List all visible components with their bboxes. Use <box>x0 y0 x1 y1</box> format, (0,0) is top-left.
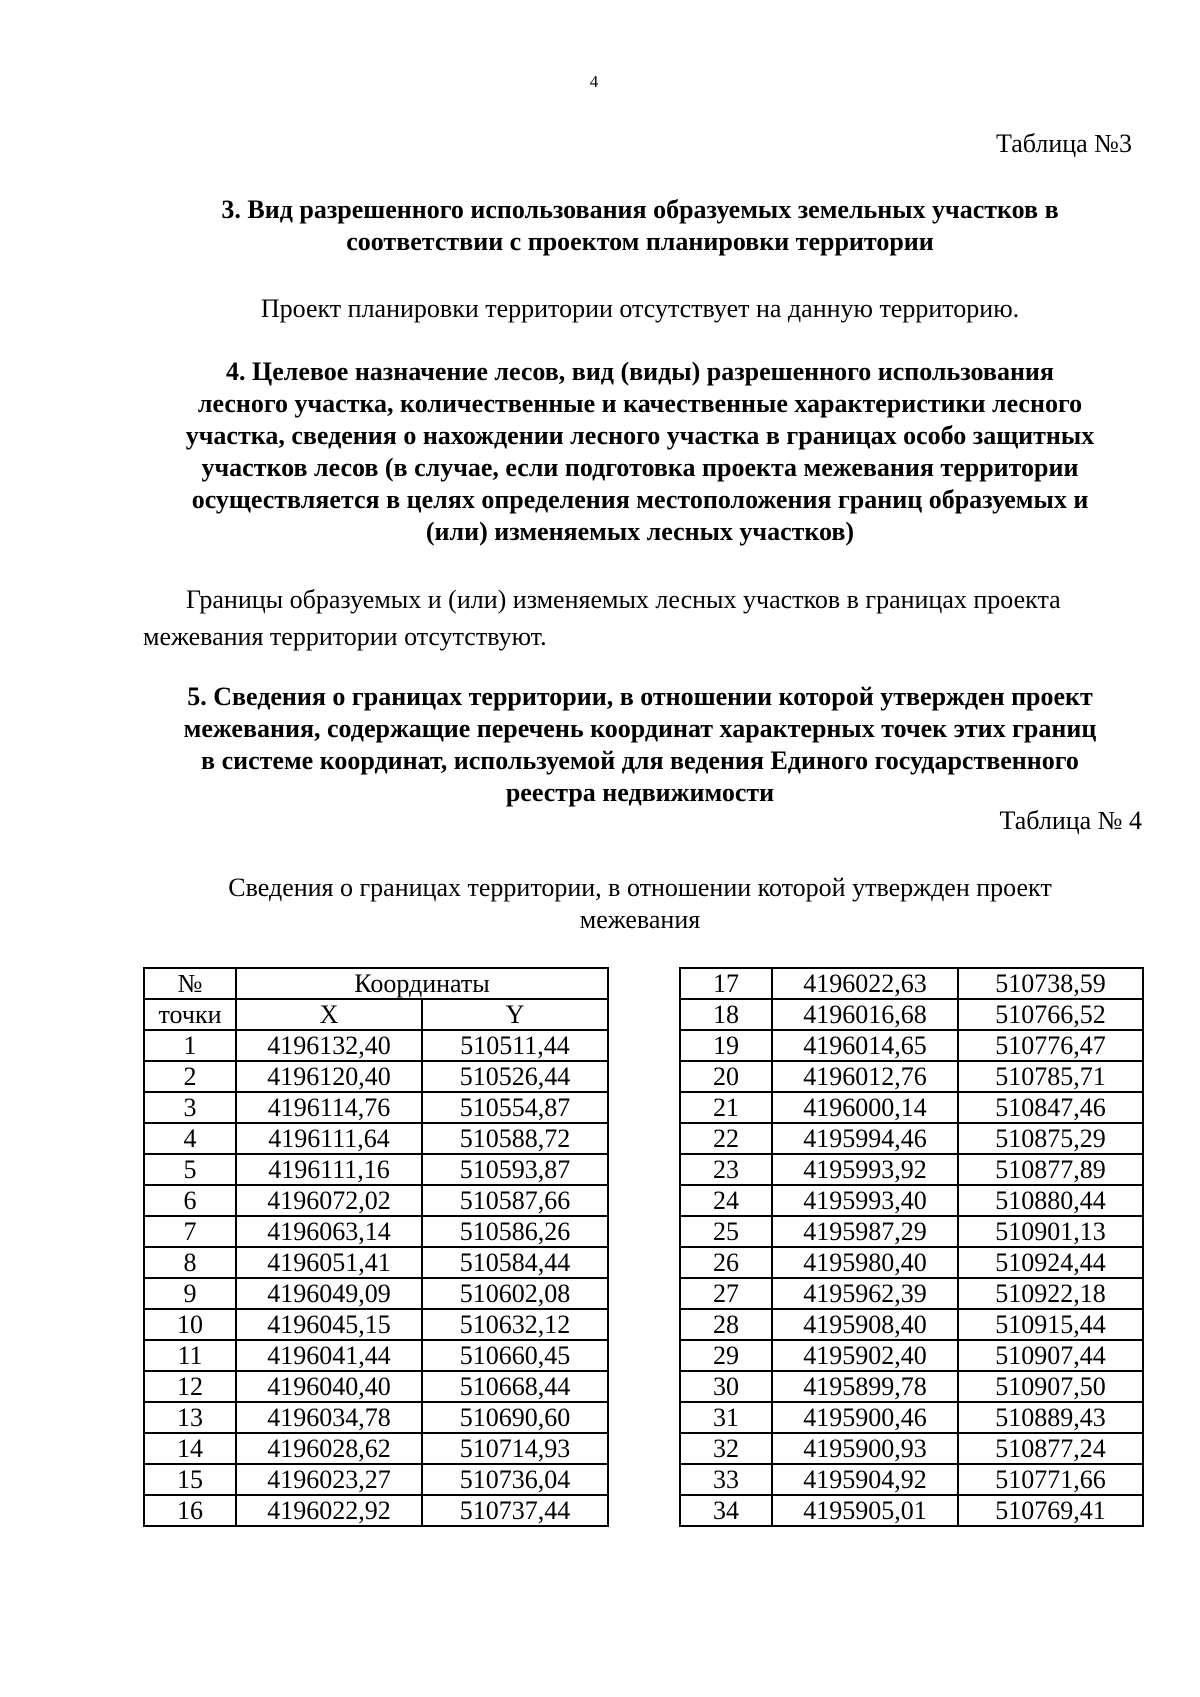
coordinates-table-left <box>143 967 609 1527</box>
point-number-cell: 34 <box>680 1495 772 1526</box>
x-coordinate-cell: 4196049,09 <box>236 1278 422 1309</box>
x-coordinate-cell: 4196040,40 <box>236 1371 422 1402</box>
point-number-cell: 6 <box>144 1185 236 1216</box>
point-number-cell: 9 <box>144 1278 236 1309</box>
header-x: X <box>236 999 422 1030</box>
point-number-cell: 32 <box>680 1433 772 1464</box>
table-header-row <box>144 968 608 999</box>
point-number-cell: 33 <box>680 1464 772 1495</box>
x-coordinate-cell: 4196016,68 <box>772 999 958 1030</box>
y-coordinate-cell: 510736,04 <box>422 1464 608 1495</box>
table-row <box>680 1154 1143 1185</box>
y-coordinate-cell: 510785,71 <box>958 1061 1143 1092</box>
table-row <box>144 1154 608 1185</box>
y-coordinate-cell: 510714,93 <box>422 1433 608 1464</box>
y-coordinate-cell: 510924,44 <box>958 1247 1143 1278</box>
point-number-cell: 27 <box>680 1278 772 1309</box>
table-row <box>144 1216 608 1247</box>
table-row <box>144 1371 608 1402</box>
y-coordinate-cell: 510526,44 <box>422 1061 608 1092</box>
y-coordinate-cell: 510554,87 <box>422 1092 608 1123</box>
point-number-cell: 2 <box>144 1061 236 1092</box>
section3-heading-line: соответствии с проектом планировки территории <box>346 227 934 256</box>
section4-text-line1: Границы образуемых и (или) изменяемых лесных участков в границах проекта <box>186 585 1061 614</box>
section3-text: Проект планировки территории отсутствует на данную территорию. <box>260 294 1020 323</box>
coordinates-table-left-body <box>144 968 608 1526</box>
x-coordinate-cell: 4195902,40 <box>772 1340 958 1371</box>
y-coordinate-cell: 510690,60 <box>422 1402 608 1433</box>
x-coordinate-cell: 4196034,78 <box>236 1402 422 1433</box>
section5-heading-line: в системе координат, используемой для ведения Единого государственного <box>201 746 1079 775</box>
point-number-cell: 30 <box>680 1371 772 1402</box>
y-coordinate-cell: 510771,66 <box>958 1464 1143 1495</box>
point-number-cell: 26 <box>680 1247 772 1278</box>
x-coordinate-cell: 4196028,62 <box>236 1433 422 1464</box>
section4-heading-line: участков лесов (в случае, если подготовка проекта межевания территории <box>201 453 1079 482</box>
table-row <box>680 1061 1143 1092</box>
y-coordinate-cell: 510593,87 <box>422 1154 608 1185</box>
table-row <box>144 1123 608 1154</box>
table-row <box>144 1464 608 1495</box>
x-coordinate-cell: 4196111,64 <box>236 1123 422 1154</box>
x-coordinate-cell: 4196014,65 <box>772 1030 958 1061</box>
y-coordinate-cell: 510875,29 <box>958 1123 1143 1154</box>
x-coordinate-cell: 4196111,16 <box>236 1154 422 1185</box>
point-number-cell: 22 <box>680 1123 772 1154</box>
table-row <box>144 1340 608 1371</box>
point-number-cell: 24 <box>680 1185 772 1216</box>
coordinates-table-right <box>679 967 1144 1527</box>
point-number-cell: 29 <box>680 1340 772 1371</box>
point-number-cell: 31 <box>680 1402 772 1433</box>
table-row <box>680 1402 1143 1433</box>
table-row <box>680 1185 1143 1216</box>
y-coordinate-cell: 510584,44 <box>422 1247 608 1278</box>
point-number-cell: 7 <box>144 1216 236 1247</box>
x-coordinate-cell: 4195993,92 <box>772 1154 958 1185</box>
point-number-cell: 18 <box>680 999 772 1030</box>
point-number-cell: 16 <box>144 1495 236 1526</box>
y-coordinate-cell: 510769,41 <box>958 1495 1143 1526</box>
table-row <box>680 1340 1143 1371</box>
point-number-cell: 20 <box>680 1061 772 1092</box>
x-coordinate-cell: 4196022,92 <box>236 1495 422 1526</box>
point-number-cell: 10 <box>144 1309 236 1340</box>
section4-heading-line: лесного участка, количественные и качественные характеристики лесного <box>197 389 1083 418</box>
table-row <box>144 1185 608 1216</box>
header-point-label: точки <box>144 999 236 1030</box>
table4-label: Таблица № 4 <box>999 806 1142 835</box>
table-row <box>680 1092 1143 1123</box>
table-header-row <box>144 999 608 1030</box>
page-number: 4 <box>589 72 599 91</box>
x-coordinate-cell: 4196072,02 <box>236 1185 422 1216</box>
table-row <box>144 1495 608 1526</box>
table-row <box>144 1061 608 1092</box>
point-number-cell: 3 <box>144 1092 236 1123</box>
section4-text-line2: межевания территории отсутствуют. <box>143 622 547 651</box>
y-coordinate-cell: 510877,24 <box>958 1433 1143 1464</box>
section5-heading <box>110 681 1170 809</box>
point-number-cell: 8 <box>144 1247 236 1278</box>
y-coordinate-cell: 510511,44 <box>422 1030 608 1061</box>
section4-heading-line: осуществляется в целях определения местоположения границ образуемых и <box>191 485 1089 514</box>
point-number-cell: 21 <box>680 1092 772 1123</box>
point-number-cell: 4 <box>144 1123 236 1154</box>
x-coordinate-cell: 4195905,01 <box>772 1495 958 1526</box>
coordinates-table-right-body <box>680 968 1143 1526</box>
table-caption <box>110 872 1170 936</box>
y-coordinate-cell: 510877,89 <box>958 1154 1143 1185</box>
section3-heading <box>110 194 1170 258</box>
section4-heading <box>110 356 1170 548</box>
section5-heading-line: 5. Сведения о границах территории, в отношении которой утвержден проект <box>187 682 1093 711</box>
point-number-cell: 14 <box>144 1433 236 1464</box>
table-row <box>144 1278 608 1309</box>
point-number-cell: 13 <box>144 1402 236 1433</box>
point-number-cell: 1 <box>144 1030 236 1061</box>
y-coordinate-cell: 510907,50 <box>958 1371 1143 1402</box>
y-coordinate-cell: 510737,44 <box>422 1495 608 1526</box>
table-row <box>680 999 1143 1030</box>
y-coordinate-cell: 510907,44 <box>958 1340 1143 1371</box>
y-coordinate-cell: 510776,47 <box>958 1030 1143 1061</box>
table-row <box>144 1402 608 1433</box>
y-coordinate-cell: 510738,59 <box>958 968 1143 999</box>
y-coordinate-cell: 510660,45 <box>422 1340 608 1371</box>
x-coordinate-cell: 4196012,76 <box>772 1061 958 1092</box>
table-caption-line: Сведения о границах территории, в отношении которой утвержден проект <box>228 873 1052 902</box>
table-row <box>680 1030 1143 1061</box>
point-number-cell: 5 <box>144 1154 236 1185</box>
point-number-cell: 12 <box>144 1371 236 1402</box>
x-coordinate-cell: 4195993,40 <box>772 1185 958 1216</box>
table-row <box>680 968 1143 999</box>
x-coordinate-cell: 4195994,46 <box>772 1123 958 1154</box>
x-coordinate-cell: 4196000,14 <box>772 1092 958 1123</box>
section4-heading-line: 4. Целевое назначение лесов, вид (виды) разрешенного использования <box>226 357 1054 386</box>
y-coordinate-cell: 510880,44 <box>958 1185 1143 1216</box>
x-coordinate-cell: 4195962,39 <box>772 1278 958 1309</box>
table-row <box>144 1092 608 1123</box>
header-point-number: № <box>144 968 236 999</box>
x-coordinate-cell: 4195908,40 <box>772 1309 958 1340</box>
y-coordinate-cell: 510586,26 <box>422 1216 608 1247</box>
table-row <box>680 1371 1143 1402</box>
x-coordinate-cell: 4195900,46 <box>772 1402 958 1433</box>
x-coordinate-cell: 4195900,93 <box>772 1433 958 1464</box>
section3-heading-line: 3. Вид разрешенного использования образуемых земельных участков в <box>221 195 1059 224</box>
table-row <box>144 1247 608 1278</box>
x-coordinate-cell: 4196045,15 <box>236 1309 422 1340</box>
section4-heading-line: (или) изменяемых лесных участков) <box>425 517 855 546</box>
x-coordinate-cell: 4195904,92 <box>772 1464 958 1495</box>
point-number-cell: 19 <box>680 1030 772 1061</box>
x-coordinate-cell: 4195980,40 <box>772 1247 958 1278</box>
y-coordinate-cell: 510901,13 <box>958 1216 1143 1247</box>
y-coordinate-cell: 510632,12 <box>422 1309 608 1340</box>
point-number-cell: 23 <box>680 1154 772 1185</box>
section5-heading-line: реестра недвижимости <box>505 778 775 807</box>
point-number-cell: 28 <box>680 1309 772 1340</box>
table-row <box>680 1123 1143 1154</box>
table-row <box>680 1247 1143 1278</box>
point-number-cell: 15 <box>144 1464 236 1495</box>
y-coordinate-cell: 510766,52 <box>958 999 1143 1030</box>
x-coordinate-cell: 4196041,44 <box>236 1340 422 1371</box>
table-caption-line: межевания <box>579 905 701 934</box>
x-coordinate-cell: 4196120,40 <box>236 1061 422 1092</box>
point-number-cell: 11 <box>144 1340 236 1371</box>
x-coordinate-cell: 4196063,14 <box>236 1216 422 1247</box>
header-coordinates: Координаты <box>236 968 608 999</box>
point-number-cell: 25 <box>680 1216 772 1247</box>
table-row <box>680 1464 1143 1495</box>
y-coordinate-cell: 510889,43 <box>958 1402 1143 1433</box>
x-coordinate-cell: 4196022,63 <box>772 968 958 999</box>
x-coordinate-cell: 4196051,41 <box>236 1247 422 1278</box>
y-coordinate-cell: 510668,44 <box>422 1371 608 1402</box>
x-coordinate-cell: 4195899,78 <box>772 1371 958 1402</box>
table-row <box>680 1433 1143 1464</box>
header-y: Y <box>422 999 608 1030</box>
table-row <box>144 1030 608 1061</box>
x-coordinate-cell: 4195987,29 <box>772 1216 958 1247</box>
y-coordinate-cell: 510922,18 <box>958 1278 1143 1309</box>
table-row <box>144 1309 608 1340</box>
table-row <box>680 1216 1143 1247</box>
y-coordinate-cell: 510587,66 <box>422 1185 608 1216</box>
y-coordinate-cell: 510915,44 <box>958 1309 1143 1340</box>
table-row <box>680 1309 1143 1340</box>
section5-heading-line: межевания, содержащие перечень координат характерных точек этих границ <box>183 714 1097 743</box>
x-coordinate-cell: 4196114,76 <box>236 1092 422 1123</box>
x-coordinate-cell: 4196023,27 <box>236 1464 422 1495</box>
x-coordinate-cell: 4196132,40 <box>236 1030 422 1061</box>
y-coordinate-cell: 510602,08 <box>422 1278 608 1309</box>
y-coordinate-cell: 510588,72 <box>422 1123 608 1154</box>
table-row <box>680 1278 1143 1309</box>
table-row <box>680 1495 1143 1526</box>
y-coordinate-cell: 510847,46 <box>958 1092 1143 1123</box>
table3-label: Таблица №3 <box>995 129 1132 158</box>
table-row <box>144 1433 608 1464</box>
point-number-cell: 17 <box>680 968 772 999</box>
section4-heading-line: участка, сведения о нахождении лесного участка в границах особо защитных <box>185 421 1095 450</box>
